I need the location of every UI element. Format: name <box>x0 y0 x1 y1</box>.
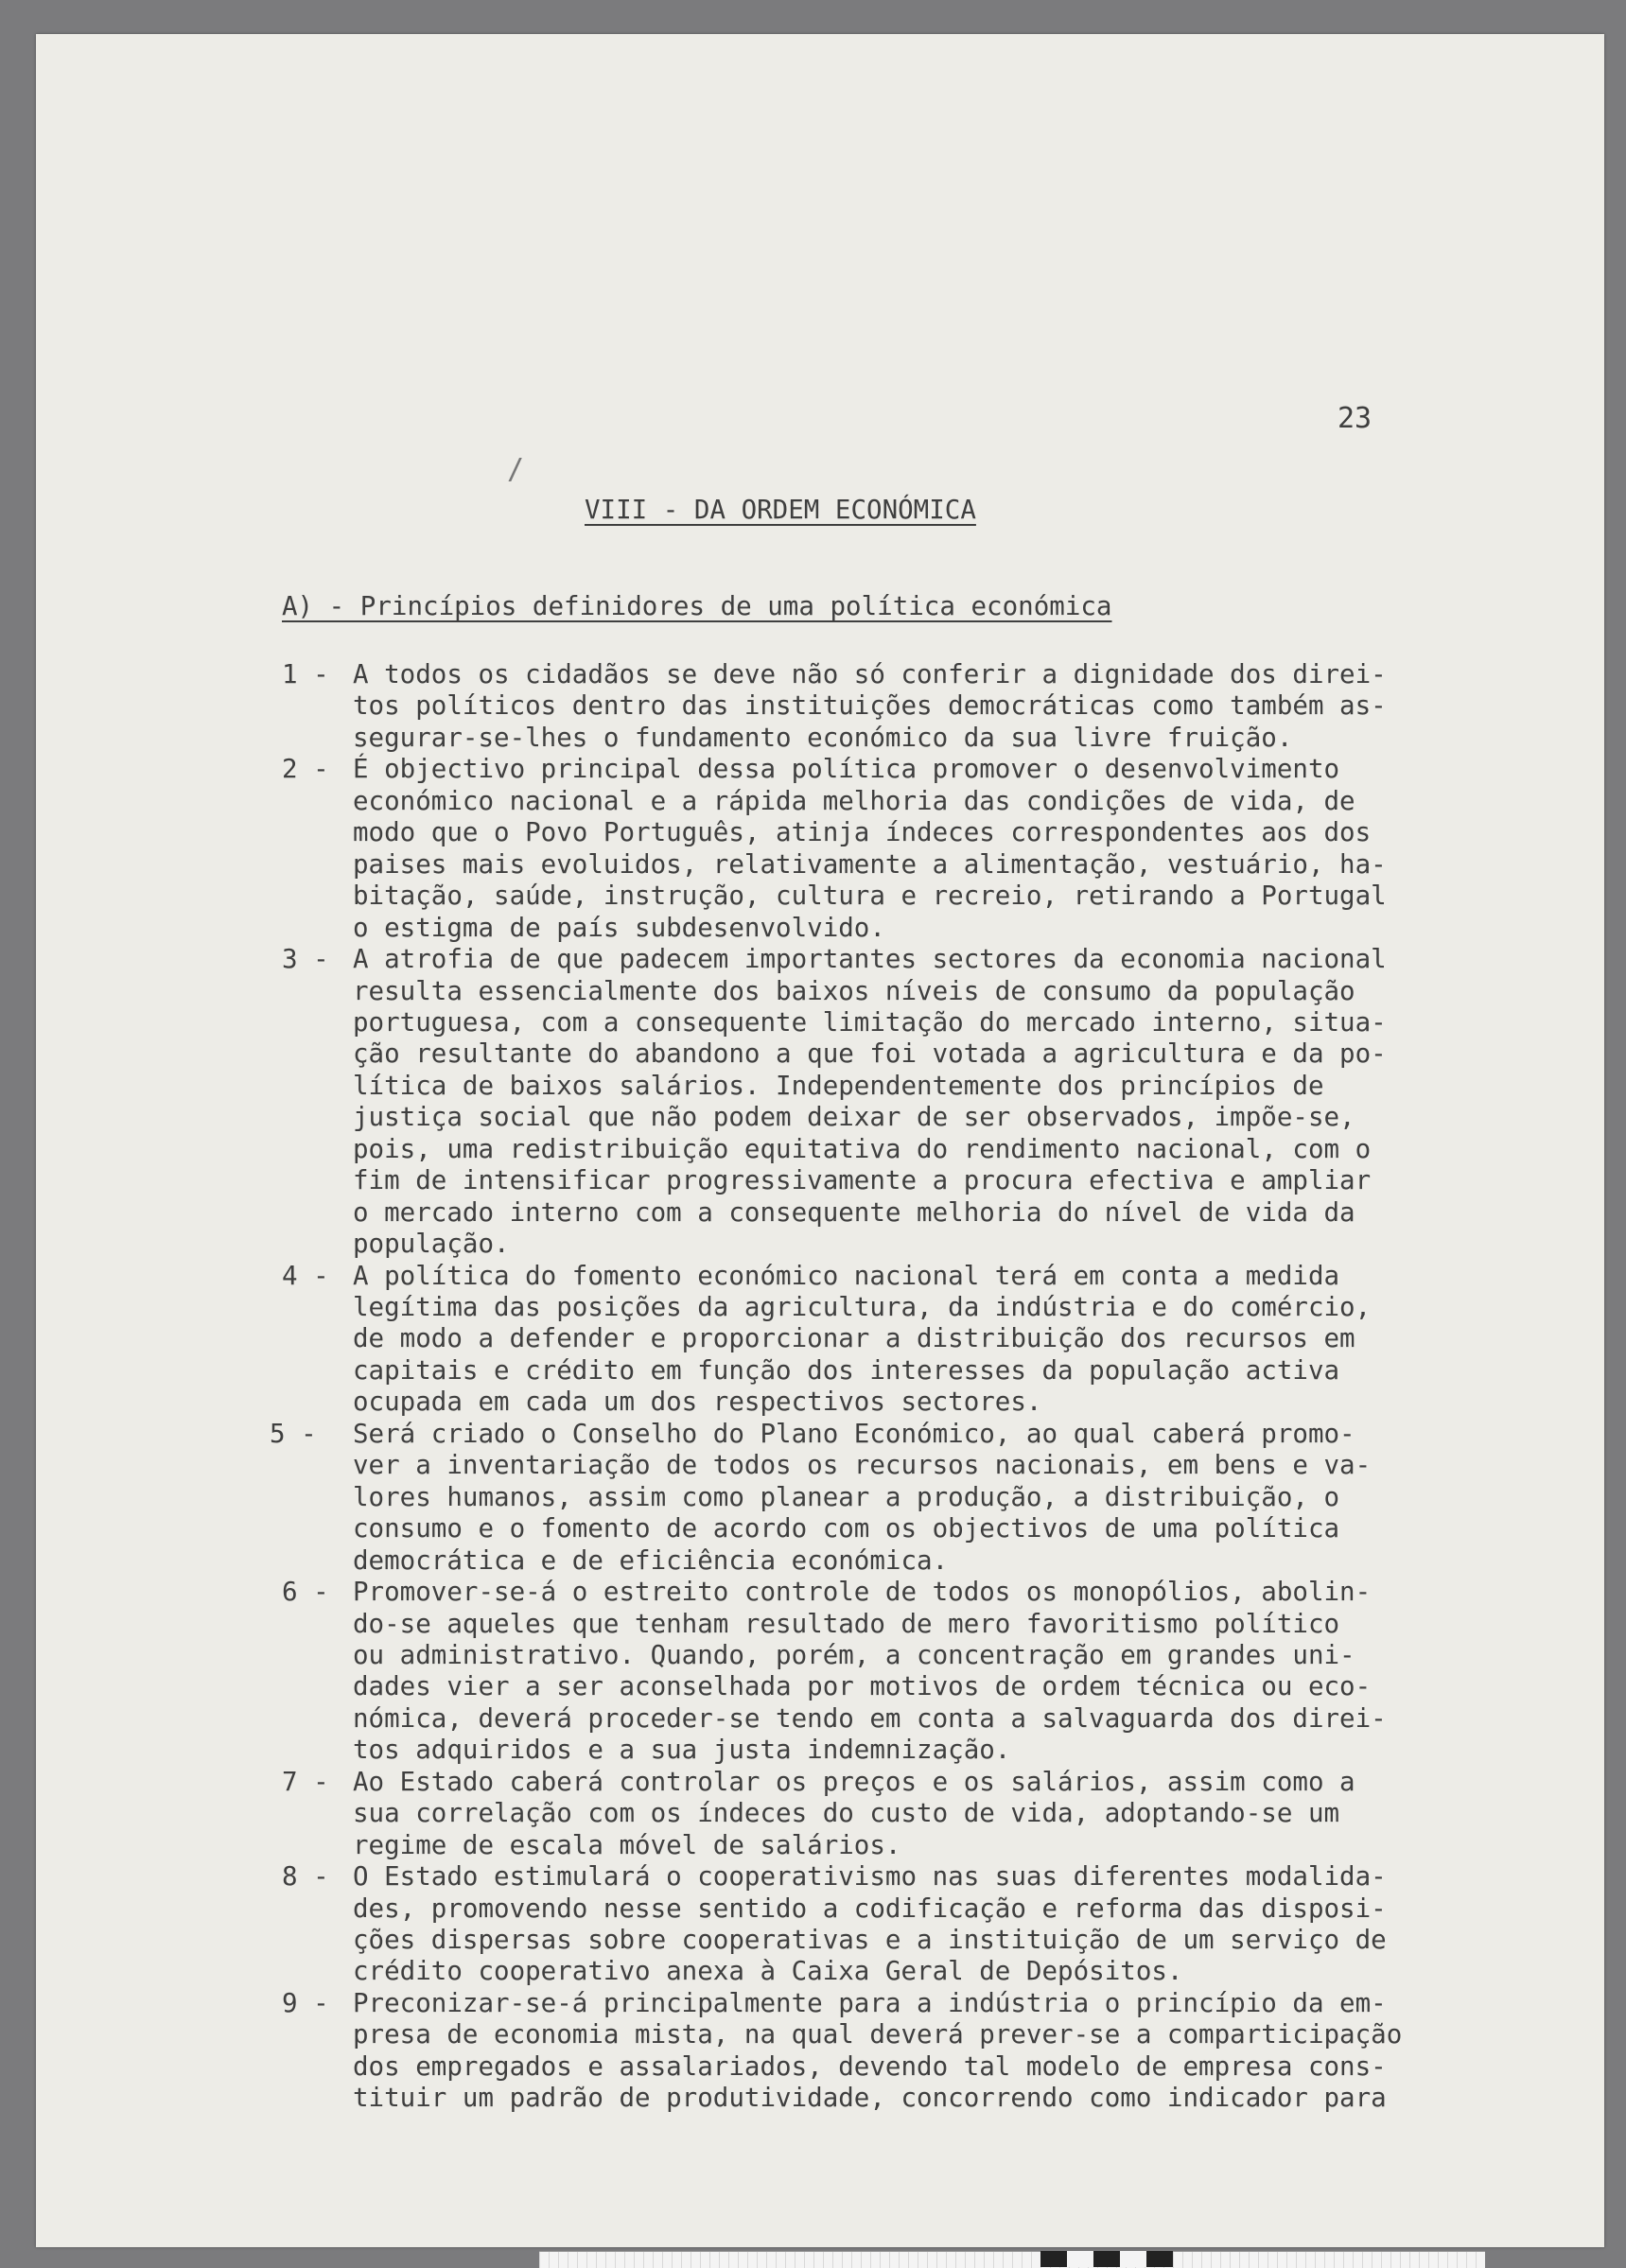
paragraph-line: nómica, deverá proceder-se tendo em conta a salvaguarda dos direi- <box>353 1702 1387 1734</box>
paragraph-line: resulta essencialmente dos baixos níveis de consumo da população <box>353 975 1355 1006</box>
paragraph-line: Preconizar-se-á principalmente para a indústria o princípio da em- <box>353 1987 1387 2018</box>
paragraph-line: segurar-se-lhes o fundamento económico da sua livre fruição. <box>353 722 1293 753</box>
paragraph-line: presa de economia mista, na qual deverá prever-se a comparticipação <box>353 2019 1403 2050</box>
paragraph-line: regime de escala móvel de salários. <box>353 1829 901 1860</box>
paragraph-line: capitais e crédito em função dos interesses da população activa <box>353 1354 1340 1386</box>
paragraph-line: Ao Estado caberá controlar os preços e os salários, assim como a <box>353 1766 1355 1797</box>
scan-ruler <box>539 2251 1485 2268</box>
paragraph-line: A todos os cidadãos se deve não só conferir a dignidade dos direi- <box>353 659 1387 689</box>
paragraph-line: de modo a defender e proporcionar a distribuição dos recursos em <box>353 1323 1355 1354</box>
paragraph-line: bitação, saúde, instrução, cultura e recreio, retirando a Portugal <box>353 881 1387 912</box>
paragraph-line: A política do fomento económico nacional terá em conta a medida <box>353 1260 1340 1291</box>
paragraph-line: sua correlação com os índeces do custo de vida, adoptando-se um <box>353 1798 1340 1829</box>
paragraph-line: do-se aqueles que tenham resultado de mero favoritismo político <box>353 1608 1340 1639</box>
paragraph-line: Promover-se-á o estreito controle de todos os monopólios, abolin- <box>353 1577 1372 1608</box>
paragraph-line: legítima das posições da agricultura, da indústria e do comércio, <box>353 1292 1372 1322</box>
paragraph-line: dos empregados e assalariados, devendo tal modelo de empresa cons- <box>353 2050 1387 2082</box>
margin-mark: / <box>507 453 525 486</box>
item-number: 3 - <box>282 944 329 975</box>
paragraph-line: dades vier a ser aconselhada por motivos de ordem técnica ou eco- <box>353 1671 1372 1702</box>
section-title: A) - Princípios definidores de uma política económica <box>282 591 1112 621</box>
paragraph-line: portuguesa, com a consequente limitação do mercado interno, situa- <box>353 1006 1387 1038</box>
paragraph-line: consumo e o fomento de acordo com os objectivos de uma política <box>353 1513 1340 1544</box>
item-number: 8 - <box>282 1861 329 1893</box>
paragraph-line: o estigma de país subdesenvolvido. <box>353 912 885 943</box>
paragraph-line: o mercado interno com a consequente melhoria do nível de vida da <box>353 1196 1355 1228</box>
paragraph-line: pois, uma redistribuição equitativa do rendimento nacional, com o <box>353 1133 1372 1164</box>
item-number: 7 - <box>282 1766 329 1797</box>
paragraph-line: ocupada em cada um dos respectivos sectores. <box>353 1387 1042 1418</box>
paragraph-line: lítica de baixos salários. Independentemente dos princípios de <box>353 1070 1324 1101</box>
chapter-title: VIII - DA ORDEM ECONÓMICA <box>585 495 976 525</box>
paragraph-line: tos adquiridos e a sua justa indemnização. <box>353 1735 1011 1766</box>
paragraph-line: justiça social que não podem deixar de ser observados, impõe-se, <box>353 1102 1355 1133</box>
paragraph-line: Será criado o Conselho do Plano Económico, ao qual caberá promo- <box>353 1418 1355 1449</box>
paragraph-line: A atrofia de que padecem importantes sectores da economia nacional <box>353 944 1387 975</box>
item-number: 9 - <box>282 1987 329 2018</box>
paragraph-line: económico nacional e a rápida melhoria das condições de vida, de <box>353 785 1355 816</box>
paragraph-line: des, promovendo nesse sentido a codificação e reforma das disposi- <box>353 1893 1387 1924</box>
paragraph-line: paises mais evoluidos, relativamente a alimentação, vestuário, ha- <box>353 848 1387 880</box>
page-number: 23 <box>1338 402 1372 435</box>
item-number: 2 - <box>282 754 329 785</box>
paragraph-line: tos políticos dentro das instituições democráticas como também as- <box>353 690 1387 722</box>
item-number: 6 - <box>282 1577 329 1608</box>
paragraph-line: O Estado estimulará o cooperativismo nas suas diferentes modalida- <box>353 1861 1387 1893</box>
paragraph-line: fim de intensificar progressivamente a procura efectiva e ampliar <box>353 1165 1372 1196</box>
scan-ruler-marks <box>1040 2251 1173 2267</box>
item-number: 1 - <box>282 659 329 689</box>
paragraph-line: lores humanos, assim como planear a produção, a distribuição, o <box>353 1481 1340 1512</box>
item-number: 5 - <box>270 1418 317 1449</box>
paragraph-line: tituir um padrão de produtividade, concorrendo como indicador para <box>353 2083 1387 2114</box>
paragraph-line: ções dispersas sobre cooperativas e a instituição de um serviço de <box>353 1925 1387 1956</box>
paragraph-line: É objectivo principal dessa política promover o desenvolvimento <box>353 754 1340 785</box>
paragraph-line: modo que o Povo Português, atinja índeces correspondentes aos dos <box>353 817 1372 848</box>
paragraph-line: ver a inventariação de todos os recursos nacionais, em bens e va- <box>353 1450 1372 1481</box>
paragraph-line: ção resultante do abandono a que foi votada a agricultura e da po- <box>353 1038 1387 1070</box>
paragraph-line: ou administrativo. Quando, porém, a concentração em grandes uni- <box>353 1639 1355 1670</box>
paragraph-line: crédito cooperativo anexa à Caixa Geral de Depósitos. <box>353 1956 1183 1987</box>
paragraph-line: população. <box>353 1229 510 1260</box>
item-number: 4 - <box>282 1260 329 1291</box>
paragraph-line: democrática e de eficiência económica. <box>353 1544 949 1576</box>
